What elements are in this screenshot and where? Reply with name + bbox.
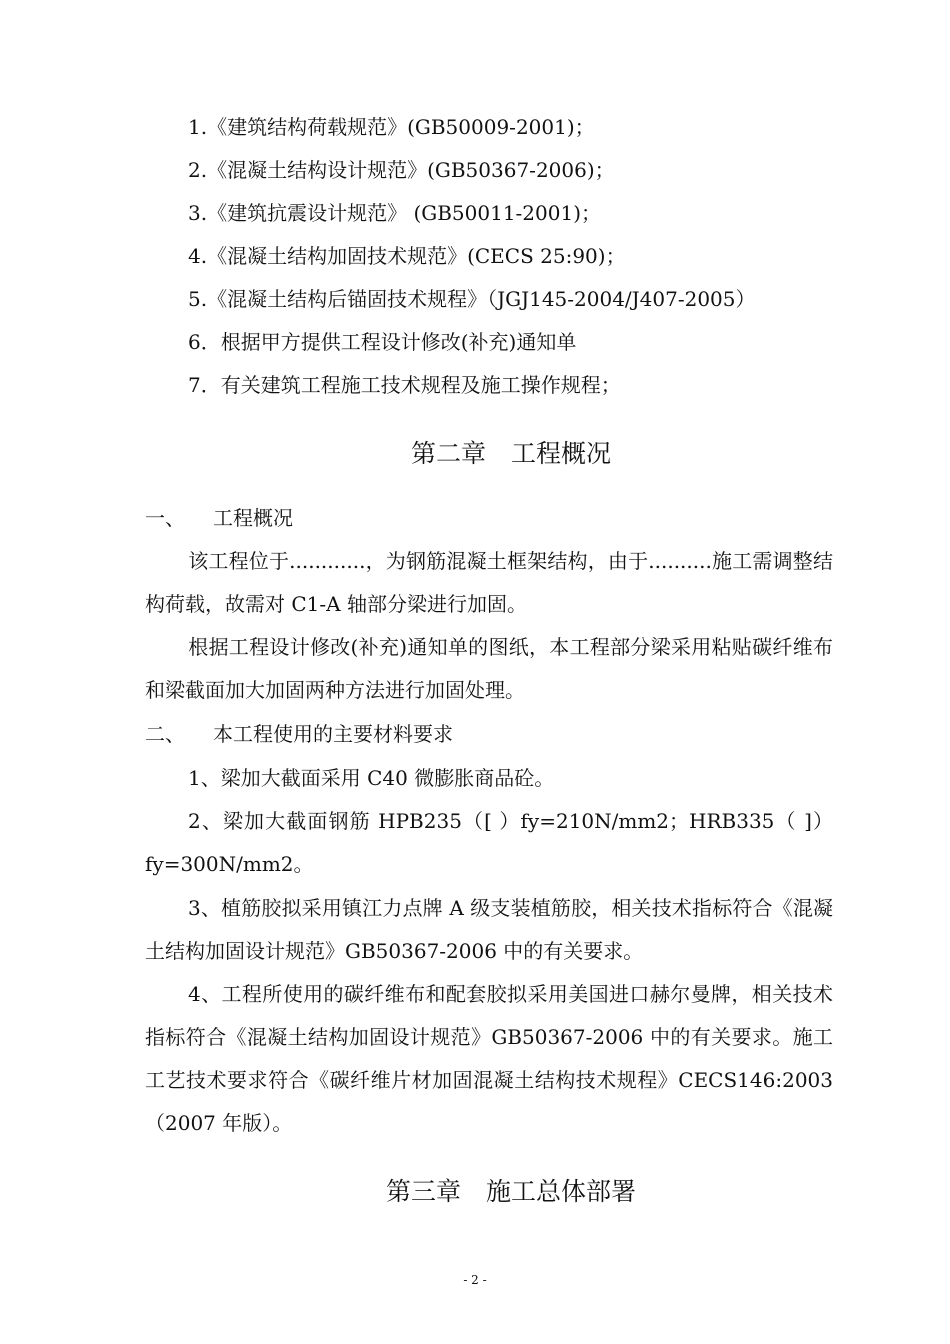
reference-item: 7．有关建筑工程施工技术规程及施工操作规程； <box>188 373 621 397</box>
paragraph-text: 1、梁加大截面采用 C40 微膨胀商品砼。 <box>188 766 555 790</box>
chapter-2-title: 第二章 工程概况 <box>410 439 611 468</box>
paragraph <box>145 800 833 886</box>
section-heading-2 <box>145 717 453 751</box>
chapter-3-title: 第三章 施工总体部署 <box>385 1177 636 1206</box>
reference-item: 5.《混凝土结构后锚固技术规程》（JGJ145-2004/J407-2005） <box>188 287 756 311</box>
paragraph-text: 该工程位于............，为钢筋混凝土框架结构，由于..........施工需调整结构荷载，故需对 C1-A 轴部分梁进行加固。 <box>145 549 833 616</box>
paragraph <box>145 540 833 626</box>
paragraph-text: 4、工程所使用的碳纤维布和配套胶拟采用美国进口赫尔曼牌，相关技术指标符合《混凝土结构加固设计规范》GB50367-2006 中的有关要求。施工工艺技术要求符合《碳纤维片材加固混凝土结构技术规程》CECS146:2003（2007 年版）。 <box>145 982 833 1135</box>
reference-item: 4.《混凝土结构加固技术规范》(CECS 25:90)； <box>188 244 626 268</box>
paragraph <box>145 973 833 1145</box>
paragraph-text: 2、梁加大截面钢筋 HPB235（[ ）fy=210N/mm2；HRB335（ ]）fy=300N/mm2。 <box>145 809 833 876</box>
reference-item: 1.《建筑结构荷载规范》(GB50009-2001)； <box>188 115 595 139</box>
paragraph <box>145 757 833 800</box>
paragraph <box>145 887 833 973</box>
section-number: 一、 <box>145 506 185 530</box>
section-title: 本工程使用的主要材料要求 <box>213 722 453 746</box>
reference-item: 2.《混凝土结构设计规范》(GB50367-2006)； <box>188 158 615 182</box>
paragraph-text: 根据工程设计修改(补充)通知单的图纸，本工程部分梁采用粘贴碳纤维布和梁截面加大加固两种方法进行加固处理。 <box>145 635 833 702</box>
paragraph <box>145 626 833 712</box>
section-heading-1 <box>145 501 293 535</box>
section-number: 二、 <box>145 722 185 746</box>
section-title: 工程概况 <box>213 506 293 530</box>
reference-list <box>188 110 868 411</box>
reference-item: 3.《建筑抗震设计规范》 (GB50011-2001)； <box>188 201 601 225</box>
reference-item: 6．根据甲方提供工程设计修改(补充)通知单 <box>188 330 577 354</box>
page-number: - 2 - <box>463 1273 487 1287</box>
paragraph-text: 3、植筋胶拟采用镇江力点牌 A 级支装植筋胶，相关技术指标符合《混凝土结构加固设计规范》GB50367-2006 中的有关要求。 <box>145 896 833 963</box>
